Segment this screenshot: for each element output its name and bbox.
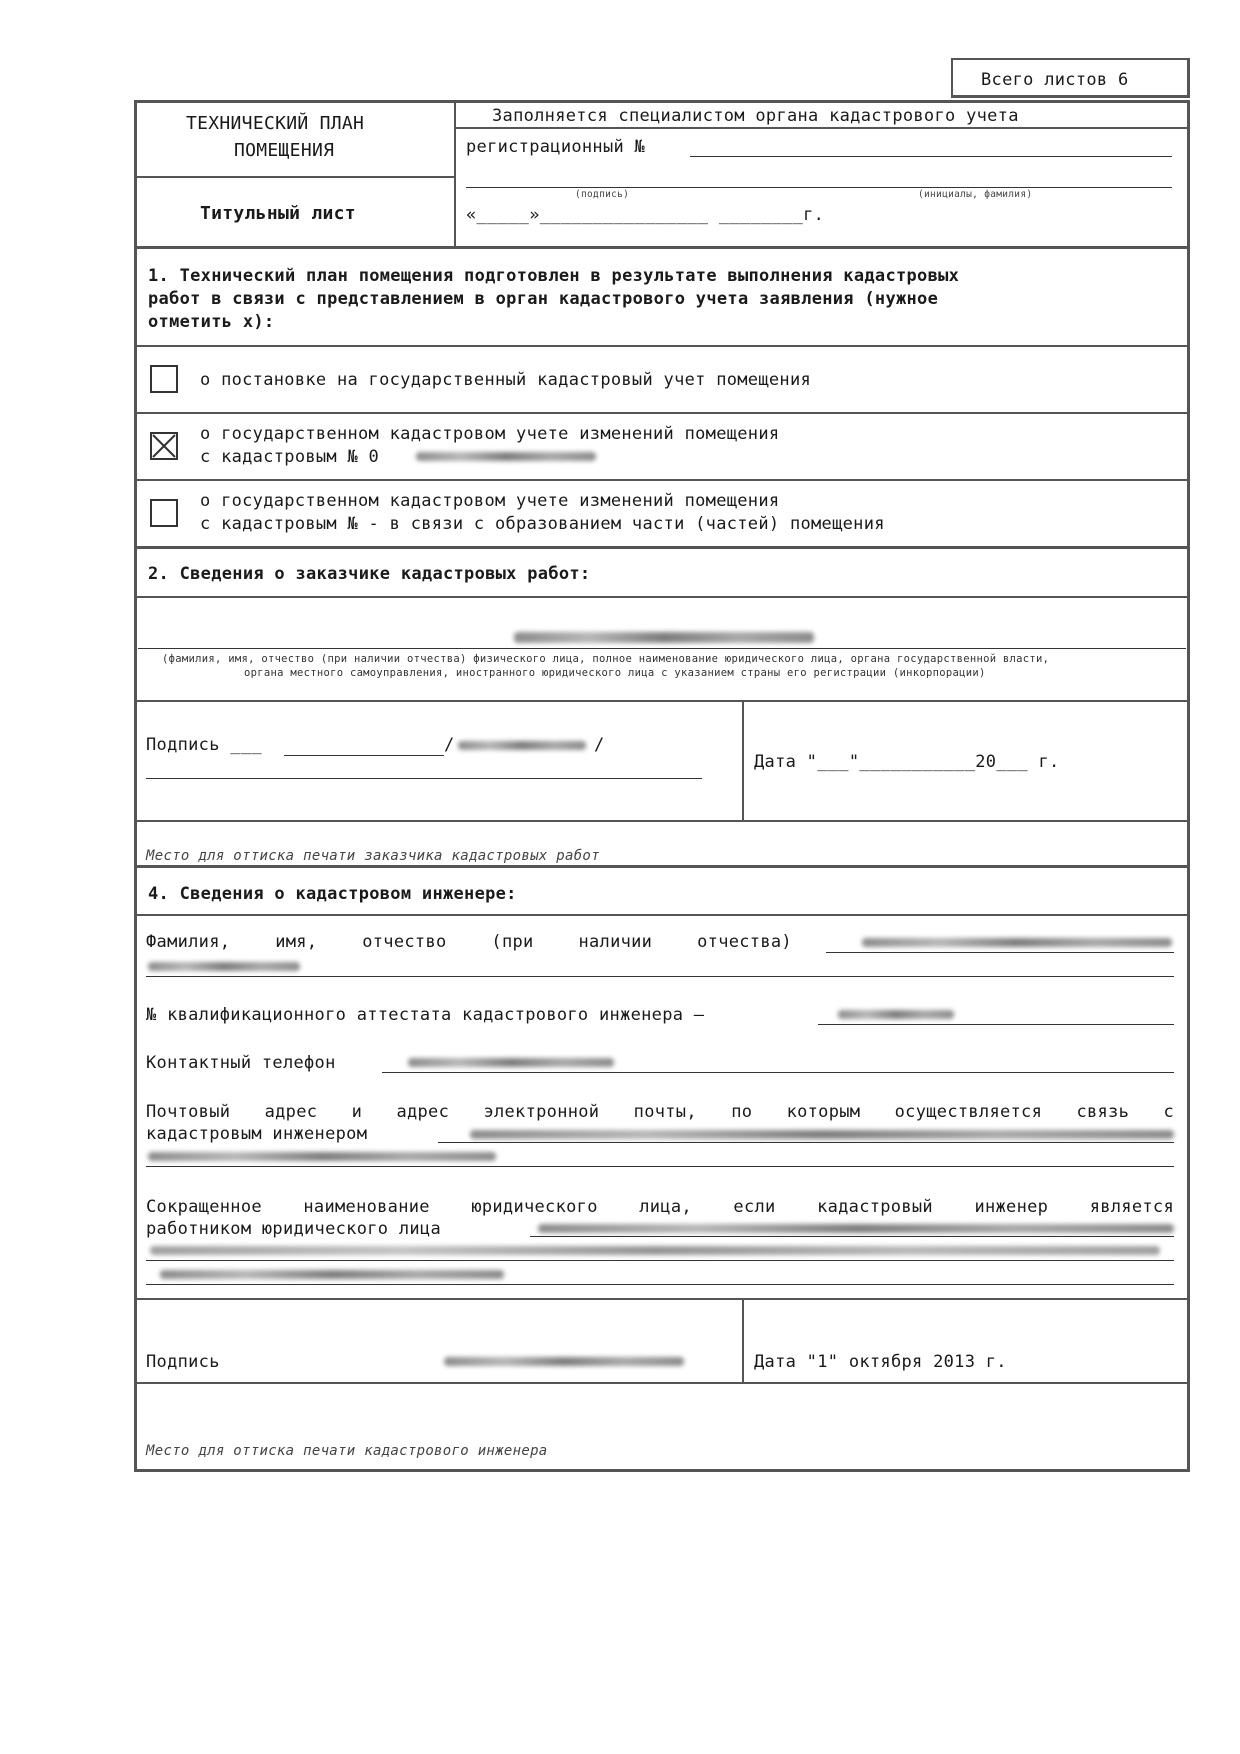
engineer-sign-label: Подпись: [146, 1352, 220, 1372]
section1-heading-line1: 1. Технический план помещения подготовлен в результате выполнения кадастровых: [148, 266, 960, 286]
engineer-org-redacted-3: [160, 1270, 504, 1279]
engineer-fio-line-1: [826, 952, 1174, 953]
org-word-5: если: [733, 1197, 776, 1217]
fio-word-2: имя,: [275, 932, 318, 952]
customer-date: Дата "___"___________20___ г.: [754, 752, 1060, 772]
org-word-6: кадастровый: [817, 1197, 933, 1217]
section2-heading: 2. Сведения о заказчике кадастровых работ:: [148, 564, 591, 584]
address-word-8: которым: [786, 1102, 861, 1122]
engineer-fio-redacted-1: [862, 938, 1172, 947]
engineer-stamp-note: Место для оттиска печати кадастрового инженера: [146, 1443, 548, 1459]
customer-name-redacted: [514, 632, 814, 643]
section2-divider-a: [134, 596, 1190, 598]
engineer-org-redacted-2: [150, 1246, 1160, 1255]
engineer-org-line2-label: работником юридического лица: [146, 1219, 441, 1239]
option2-checkbox-checked[interactable]: [150, 432, 178, 460]
engineer-fio-redacted-2: [148, 962, 300, 971]
address-word-6: почты,: [633, 1102, 697, 1122]
address-word-3: и: [351, 1102, 363, 1122]
engineer-org-line-3: [146, 1284, 1174, 1285]
option1-checkbox[interactable]: [150, 365, 178, 393]
cross-mark-icon: [152, 434, 176, 458]
org-word-2: наименование: [303, 1197, 430, 1217]
fio-word-4: (при: [491, 932, 534, 952]
customer-sign-prefix: Подпись ___: [146, 735, 262, 755]
engineer-fio-line-2: [146, 976, 1174, 977]
cadastral-number-redacted: [416, 452, 596, 461]
engineer-phone-redacted: [408, 1058, 614, 1067]
org-word-1: Сокращенное: [146, 1197, 262, 1217]
section2-sign-date-divider: [742, 700, 744, 822]
section2-top: [134, 546, 1190, 549]
section4-heading: 4. Сведения о кадастровом инженере:: [148, 884, 517, 904]
engineer-address-line2-label: кадастровым инженером: [146, 1124, 368, 1144]
option2-line2: с кадастровым № 0: [200, 447, 380, 467]
filled-by-note: Заполняется специалистом органа кадастрового учета: [492, 106, 1019, 126]
customer-sign-slash-close: /: [594, 735, 605, 755]
address-word-10: связь: [1076, 1102, 1130, 1122]
address-word-1: Почтовый: [146, 1102, 231, 1122]
doc-title-line1: ТЕХНИЧЕСКИЙ ПЛАН: [186, 113, 365, 134]
option3-line2: с кадастровым № - в связи с образованием части (частей) помещения: [200, 514, 885, 534]
engineer-address-redacted-1: [470, 1130, 1174, 1139]
section2-divider-b: [134, 700, 1190, 702]
fio-word-3: отчество: [362, 932, 447, 952]
address-word-2: адрес: [264, 1102, 318, 1122]
address-word-4: адрес: [396, 1102, 450, 1122]
sheets-label-text: Всего листов: [981, 70, 1108, 90]
doc-title-line2: ПОМЕЩЕНИЯ: [234, 140, 335, 161]
org-word-4: лица,: [639, 1197, 692, 1217]
customer-sign-slash-open: /: [444, 735, 455, 755]
doc-subtitle: Титульный лист: [200, 203, 356, 224]
option2-line1: о государственном кадастровом учете изменений помещения: [200, 424, 780, 444]
org-word-3: юридического: [471, 1197, 598, 1217]
address-word-7: по: [731, 1102, 753, 1122]
engineer-org-line-1: [530, 1236, 1174, 1237]
header-left-divider: [134, 176, 454, 178]
sheets-count-value: 6: [1117, 70, 1129, 90]
engineer-cert-label: № квалификационного аттестата кадастрового инженера –: [146, 1005, 705, 1025]
fio-word-1: Фамилия,: [146, 932, 231, 952]
address-word-9: осуществляется: [894, 1102, 1043, 1122]
section4-divider-c: [134, 1382, 1190, 1384]
header-bottom: [134, 246, 1190, 249]
engineer-phone-line: [382, 1072, 1174, 1073]
customer-caption-line1: (фамилия, имя, отчество (при наличии отчества) физического лица, полное наименование юридического лица, органа государственной власти,: [162, 653, 1050, 665]
org-word-8: является: [1089, 1197, 1174, 1217]
option3-checkbox[interactable]: [150, 499, 178, 527]
engineer-address-redacted-2: [148, 1152, 496, 1161]
signature-line: [466, 187, 1172, 188]
option1-line1: о постановке на государственный кадастровый учет помещения: [200, 370, 812, 390]
engineer-date: Дата "1" октября 2013 г.: [754, 1352, 1007, 1372]
engineer-sign-redacted: [444, 1357, 684, 1366]
address-word-5: электронной: [483, 1102, 600, 1122]
engineer-org-label: [146, 1197, 1174, 1217]
signature-caption: (подпись): [575, 189, 630, 200]
header-right-divider: [454, 127, 1190, 129]
section4-top: [134, 865, 1190, 868]
engineer-cert-redacted: [838, 1010, 954, 1019]
section4-divider-a: [134, 914, 1190, 916]
registration-date-line: «_____»________________ ________г.: [466, 205, 825, 225]
section2-divider-c: [134, 820, 1190, 822]
engineer-address-label: [146, 1102, 1174, 1122]
engineer-org-line-2: [146, 1260, 1174, 1261]
section1-divider-b: [134, 412, 1190, 414]
initials-caption: (инициалы, фамилия): [918, 189, 1033, 200]
fio-word-6: отчества): [697, 932, 792, 952]
section1-heading-line2: работ в связи с представлением в орган кадастрового учета заявления (нужное: [148, 289, 939, 309]
section4-sign-date-divider: [742, 1298, 744, 1384]
reg-number-line: [690, 156, 1172, 157]
customer-stamp-note: Место для оттиска печати заказчика кадастровых работ: [146, 848, 600, 864]
section1-heading-line3: отметить х):: [148, 312, 275, 332]
header-divider: [454, 100, 456, 248]
customer-sign-line: [284, 755, 444, 756]
address-word-11: с: [1163, 1102, 1174, 1122]
engineer-org-redacted-1: [538, 1224, 1174, 1233]
option3-line1: о государственном кадастровом учете изменений помещения: [200, 491, 780, 511]
engineer-fio-label: [146, 932, 792, 952]
section4-divider-b: [134, 1298, 1190, 1300]
section1-divider-a: [134, 345, 1190, 347]
customer-caption-line2: органа местного самоуправления, иностранного юридического лица с указанием страны его регистрации (инкорпорации): [244, 667, 986, 679]
engineer-cert-line: [818, 1024, 1174, 1025]
reg-number-label: регистрационный №: [466, 137, 646, 157]
customer-name-line: [138, 648, 1186, 649]
engineer-phone-label: Контактный телефон: [146, 1053, 336, 1073]
org-word-7: инженер: [974, 1197, 1049, 1217]
section1-divider-c: [134, 479, 1190, 481]
engineer-address-line-1: [438, 1142, 1174, 1143]
customer-sign-underline: [146, 778, 702, 779]
sheets-count-label: [981, 70, 1129, 90]
fio-word-5: наличии: [578, 932, 653, 952]
customer-sign-name-redacted: [458, 741, 586, 750]
engineer-address-line-2: [146, 1166, 1174, 1167]
